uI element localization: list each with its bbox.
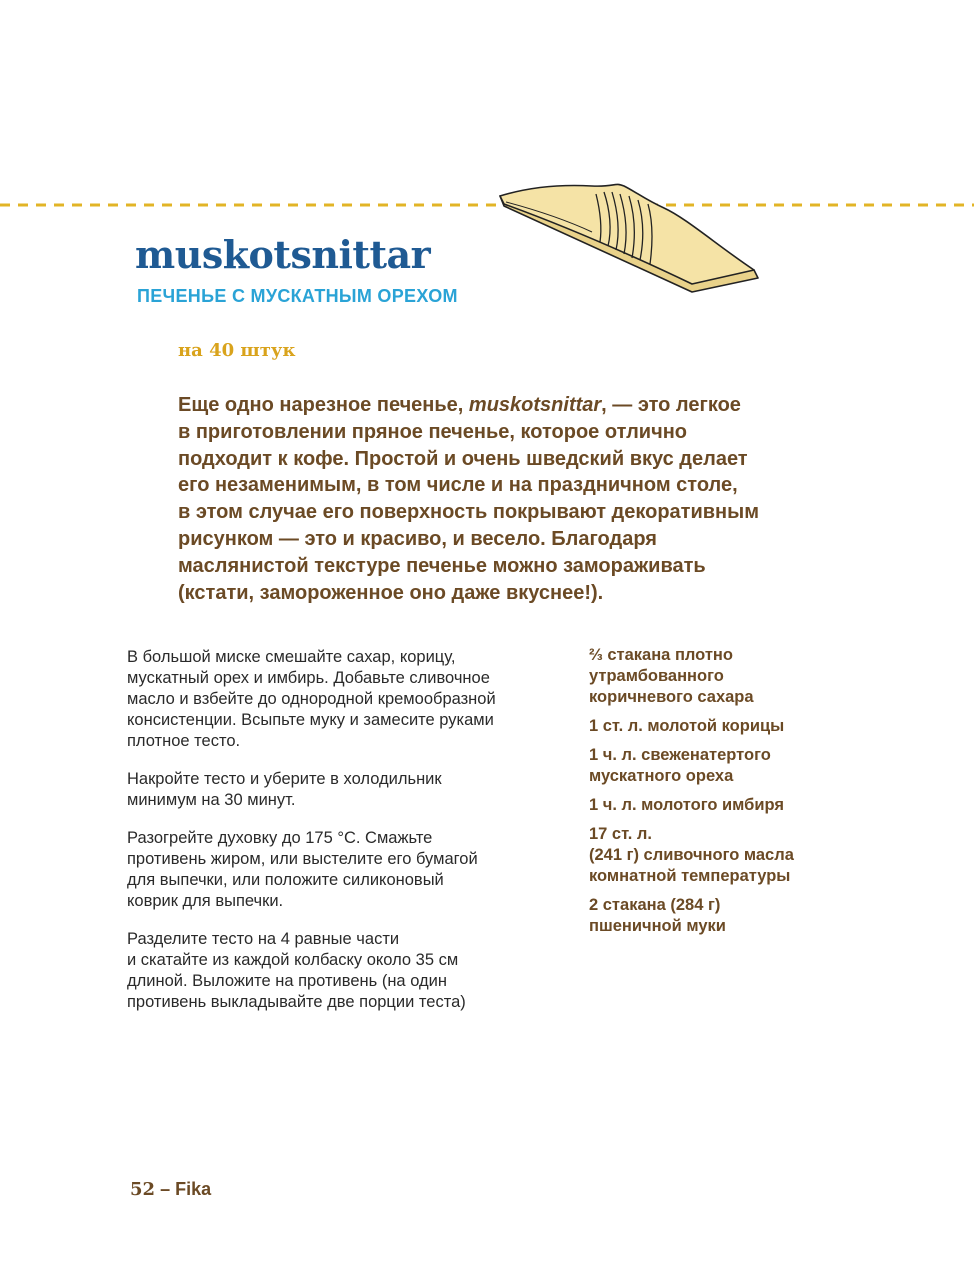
method-step [127, 769, 567, 811]
ingredient-line: 17 ст. л. [589, 825, 652, 843]
recipe-title: muskotsnittar [135, 232, 431, 277]
method-line: длиной. Выложите на противень (на один [127, 972, 447, 990]
ingredient-item [589, 645, 919, 708]
ingredient-line: комнатной температуры [589, 867, 791, 885]
method-line: противень жиром, или выстелите его бумагой [127, 850, 478, 868]
method-steps [127, 647, 567, 1030]
method-line: и скатайте из каждой колбаску около 35 см [127, 951, 459, 969]
method-line: коврик для выпечки. [127, 892, 284, 910]
ingredient-item [589, 716, 919, 737]
recipe-subtitle-lead: ПЕЧЕНЬЕ С МУСКАТНЫМ ОР [137, 286, 405, 306]
page-footer [130, 1178, 211, 1201]
ingredient-line: ⅔ стакана плотно [589, 646, 733, 664]
cookie-illustration [496, 180, 760, 298]
recipe-yield: на 40 штук [178, 340, 296, 361]
method-line: масло и взбейте до однородной кремообразной [127, 690, 496, 708]
intro-line: в этом случае его поверхность покрывают декоративным [178, 501, 760, 524]
book-title: Fika [175, 1179, 212, 1199]
intro-text: Еще одно нарезное печенье, [178, 394, 469, 416]
ingredient-line: пшеничной муки [589, 917, 726, 935]
method-line: для выпечки, или положите силиконовый [127, 871, 444, 889]
recipe-subtitle [137, 285, 458, 307]
ingredient-line: (241 г) сливочного масла [589, 846, 794, 864]
method-line: Накройте тесто и уберите в холодильник [127, 770, 442, 788]
ingredient-line: коричневого сахара [589, 688, 754, 706]
ingredients-list [589, 645, 919, 945]
method-line: Разогрейте духовку до 175 °С. Смажьте [127, 829, 433, 847]
method-line: консистенции. Всыпьте муку и замесите руками [127, 711, 494, 729]
intro-line: его незаменимым, в том числе и на праздничном столе, [178, 474, 738, 497]
intro-italic-term: muskotsnittar [468, 394, 602, 416]
ingredient-item [589, 895, 919, 937]
method-step [127, 647, 567, 752]
recipe-intro [178, 392, 818, 606]
ingredient-line: 1 ч. л. свеженатертого [589, 746, 771, 764]
ingredient-line: 2 стакана (284 г) [589, 896, 721, 914]
dashed-divider [0, 202, 974, 208]
ingredient-item [589, 795, 919, 816]
ingredient-item [589, 824, 919, 887]
method-line: противень выкладывайте две порции теста) [127, 993, 466, 1011]
intro-text: , — это легкое [601, 394, 741, 416]
method-step [127, 929, 567, 1013]
intro-line: в приготовлении пряное печенье, которое отлично [178, 420, 688, 443]
intro-line: маслянистой текстуре печенье можно замораживать [178, 554, 706, 577]
intro-line: (кстати, замороженное оно даже вкуснее!). [178, 581, 604, 604]
method-line: мускатный орех и имбирь. Добавьте сливочное [127, 669, 490, 687]
ingredient-line: утрамбованного [589, 667, 724, 685]
ingredient-line: 1 ч. л. молотого имбиря [589, 796, 784, 814]
method-line: В большой миске смешайте сахар, корицу, [127, 648, 456, 666]
ingredient-line: 1 ст. л. молотой корицы [589, 717, 785, 735]
footer-separator: – [155, 1179, 176, 1199]
ingredient-line: мускатного ореха [589, 767, 734, 785]
method-line: плотное тесто. [127, 732, 241, 750]
method-step [127, 828, 567, 912]
ingredient-item [589, 745, 919, 787]
method-line: Разделите тесто на 4 равные части [127, 930, 400, 948]
intro-line: подходит к кофе. Простой и очень шведский вкус делает [178, 447, 748, 470]
intro-line [178, 392, 818, 419]
method-line: минимум на 30 минут. [127, 791, 296, 809]
page-number: 52 [130, 1179, 156, 1200]
recipe-subtitle-tail: ЕХОМ [404, 286, 458, 306]
intro-line: рисунком — это и красиво, и весело. Благодаря [178, 527, 657, 550]
